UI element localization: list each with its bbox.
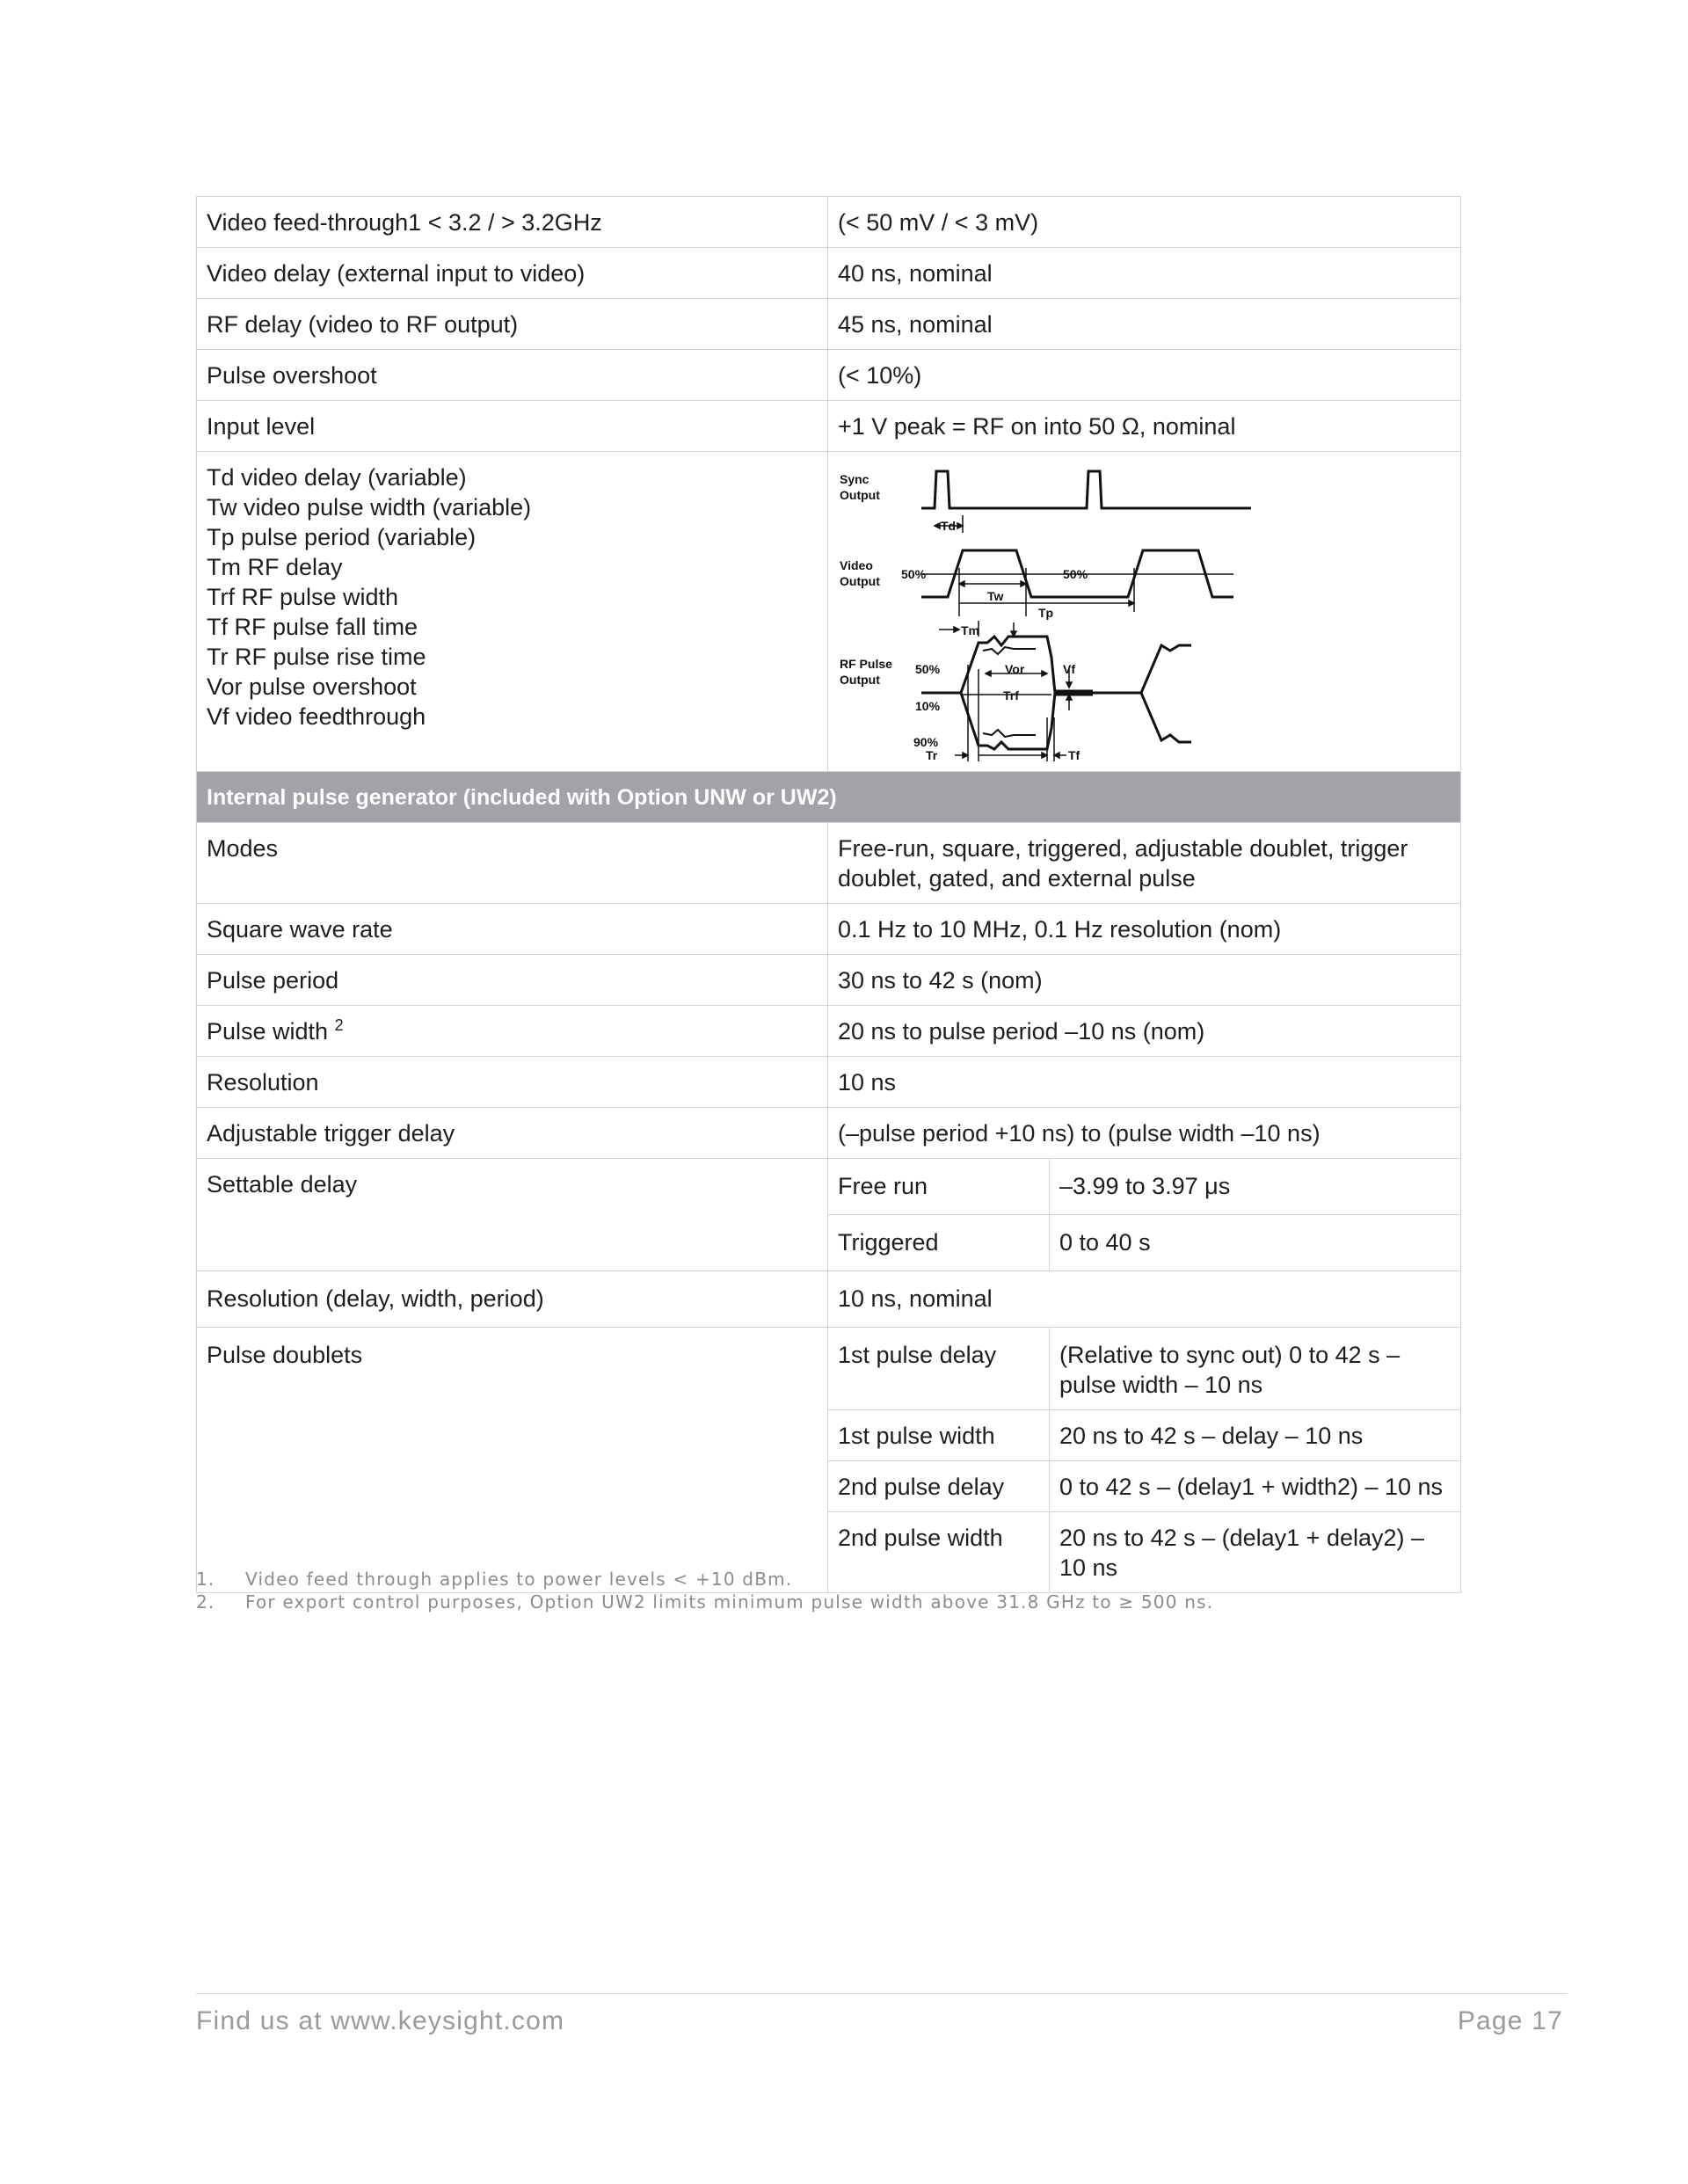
sub-label: Triggered — [828, 1215, 1050, 1271]
table-row — [197, 350, 1461, 401]
table-row — [197, 904, 1461, 955]
sub-value: 0 to 40 s — [1050, 1215, 1461, 1271]
svg-text:Output: Output — [840, 574, 880, 588]
row-label: Pulse doublets — [197, 1328, 828, 1593]
row-value: 0.1 Hz to 10 MHz, 0.1 Hz resolution (nom) — [828, 904, 1461, 955]
table-row — [197, 1159, 1461, 1215]
row-label: Square wave rate — [197, 904, 828, 955]
row-value: 10 ns, nominal — [828, 1271, 1461, 1328]
sub-label: Free run — [828, 1159, 1050, 1215]
row-label: Modes — [197, 823, 828, 904]
tp-label: Tp — [1038, 606, 1054, 620]
row-value: (< 10%) — [828, 350, 1461, 401]
table-row — [197, 1108, 1461, 1159]
row-label: Pulse period — [197, 955, 828, 1006]
legend-line: Td video delay (variable) — [207, 464, 467, 491]
row-label: Video feed-through1 < 3.2 / > 3.2GHz — [197, 197, 828, 248]
row-label: Adjustable trigger delay — [197, 1108, 828, 1159]
footnotes — [196, 1568, 1462, 1613]
section-header: Internal pulse generator (included with Option UNW or UW2) — [197, 772, 1461, 823]
row-label: Resolution (delay, width, period) — [197, 1271, 828, 1328]
footnote — [196, 1591, 1462, 1613]
legend-line: Vf video feedthrough — [207, 703, 426, 730]
row-label: Video delay (external input to video) — [197, 248, 828, 299]
table-row — [197, 1328, 1461, 1410]
table-row — [197, 248, 1461, 299]
sub-label: 2nd pulse width — [828, 1512, 1050, 1593]
table-row — [197, 955, 1461, 1006]
page-number: Page 17 — [1457, 2006, 1563, 2035]
spec-table — [196, 196, 1461, 1593]
pulse-timing-diagram — [838, 462, 1251, 761]
rf-pulse-envelope — [921, 637, 1191, 693]
footer-divider — [196, 1993, 1568, 1994]
vf-label: Vf — [1063, 662, 1075, 676]
row-label-text: Pulse width — [207, 1018, 329, 1045]
sub-label: 2nd pulse delay — [828, 1461, 1050, 1512]
rf-10pct-label: 10% — [915, 699, 941, 713]
row-label: Settable delay — [197, 1159, 828, 1271]
sub-value: 0 to 42 s – (delay1 + width2) – 10 ns — [1050, 1461, 1461, 1512]
legend-line: Trf RF pulse width — [207, 584, 399, 610]
footer-website[interactable]: Find us at www.keysight.com — [196, 2006, 565, 2035]
td-label: Td — [941, 519, 957, 533]
video-50pct-label: 50% — [901, 567, 927, 581]
legend-line: Tm RF delay — [207, 554, 343, 580]
sub-label: 1st pulse width — [828, 1410, 1050, 1461]
row-value: 45 ns, nominal — [828, 299, 1461, 350]
sync-output-label: Sync — [840, 472, 869, 486]
row-label — [197, 1006, 828, 1057]
sub-value: 20 ns to 42 s – delay – 10 ns — [1050, 1410, 1461, 1461]
table-row — [197, 299, 1461, 350]
footnote — [196, 1568, 1462, 1591]
sub-label: 1st pulse delay — [828, 1328, 1050, 1410]
legend-line: Vor pulse overshoot — [207, 673, 417, 700]
table-row — [197, 823, 1461, 904]
legend-line: Tr RF pulse rise time — [207, 644, 426, 670]
tr-label: Tr — [926, 748, 938, 761]
section-header-row — [197, 772, 1461, 823]
vor-label: Vor — [1005, 662, 1025, 676]
table-row — [197, 1271, 1461, 1328]
row-value: Free-run, square, triggered, adjustable doublet, trigger doublet, gated, and external pulse — [828, 823, 1461, 904]
footnote-text: Video feed through applies to power levels < +10 dBm. — [245, 1569, 793, 1590]
row-value: 20 ns to pulse period –10 ns (nom) — [828, 1006, 1461, 1057]
footnote-text: For export control purposes, Option UW2 limits minimum pulse width above 31.8 GHz to ≥ 500 ns. — [245, 1591, 1214, 1613]
footnote-number: 2. — [196, 1591, 215, 1613]
timing-diagram-cell — [828, 452, 1461, 772]
row-label: Resolution — [197, 1057, 828, 1108]
tf-label: Tf — [1068, 748, 1080, 761]
row-value: (< 50 mV / < 3 mV) — [828, 197, 1461, 248]
sub-value: –3.99 to 3.97 μs — [1050, 1159, 1461, 1215]
row-value: 30 ns to 42 s (nom) — [828, 955, 1461, 1006]
table-row — [197, 1006, 1461, 1057]
row-label: Pulse overshoot — [197, 350, 828, 401]
table-row-timing — [197, 452, 1461, 772]
rf-90pct-label: 90% — [913, 735, 939, 749]
sub-value: 20 ns to 42 s – (delay1 + delay2) – 10 ns — [1050, 1512, 1461, 1593]
legend-line: Tp pulse period (variable) — [207, 524, 477, 550]
tw-label: Tw — [987, 589, 1004, 603]
row-value: 10 ns — [828, 1057, 1461, 1108]
sync-waveform — [921, 471, 1251, 508]
sub-value: (Relative to sync out) 0 to 42 s – pulse width – 10 ns — [1050, 1328, 1461, 1410]
video-output-label: Video — [840, 558, 873, 572]
svg-text:Output: Output — [840, 673, 880, 687]
row-value: 40 ns, nominal — [828, 248, 1461, 299]
table-row — [197, 197, 1461, 248]
tm-label: Tm — [961, 623, 979, 637]
svg-text:Output: Output — [840, 488, 880, 502]
table-row — [197, 1057, 1461, 1108]
row-value: +1 V peak = RF on into 50 Ω, nominal — [828, 401, 1461, 452]
row-value: (–pulse period +10 ns) to (pulse width –10 ns) — [828, 1108, 1461, 1159]
svg-text:50%: 50% — [1063, 567, 1088, 581]
trf-label: Trf — [1003, 688, 1019, 703]
legend-line: Tw video pulse width (variable) — [207, 494, 532, 521]
row-label: Input level — [197, 401, 828, 452]
rf-pulse-output-label: RF Pulse — [840, 657, 892, 671]
legend-line: Tf RF pulse fall time — [207, 614, 418, 640]
rf-50pct-label: 50% — [915, 662, 941, 676]
footnote-number: 1. — [196, 1569, 215, 1590]
row-label: RF delay (video to RF output) — [197, 299, 828, 350]
footnote-ref: 2 — [334, 1016, 344, 1034]
table-row — [197, 401, 1461, 452]
timing-legend — [197, 452, 828, 772]
